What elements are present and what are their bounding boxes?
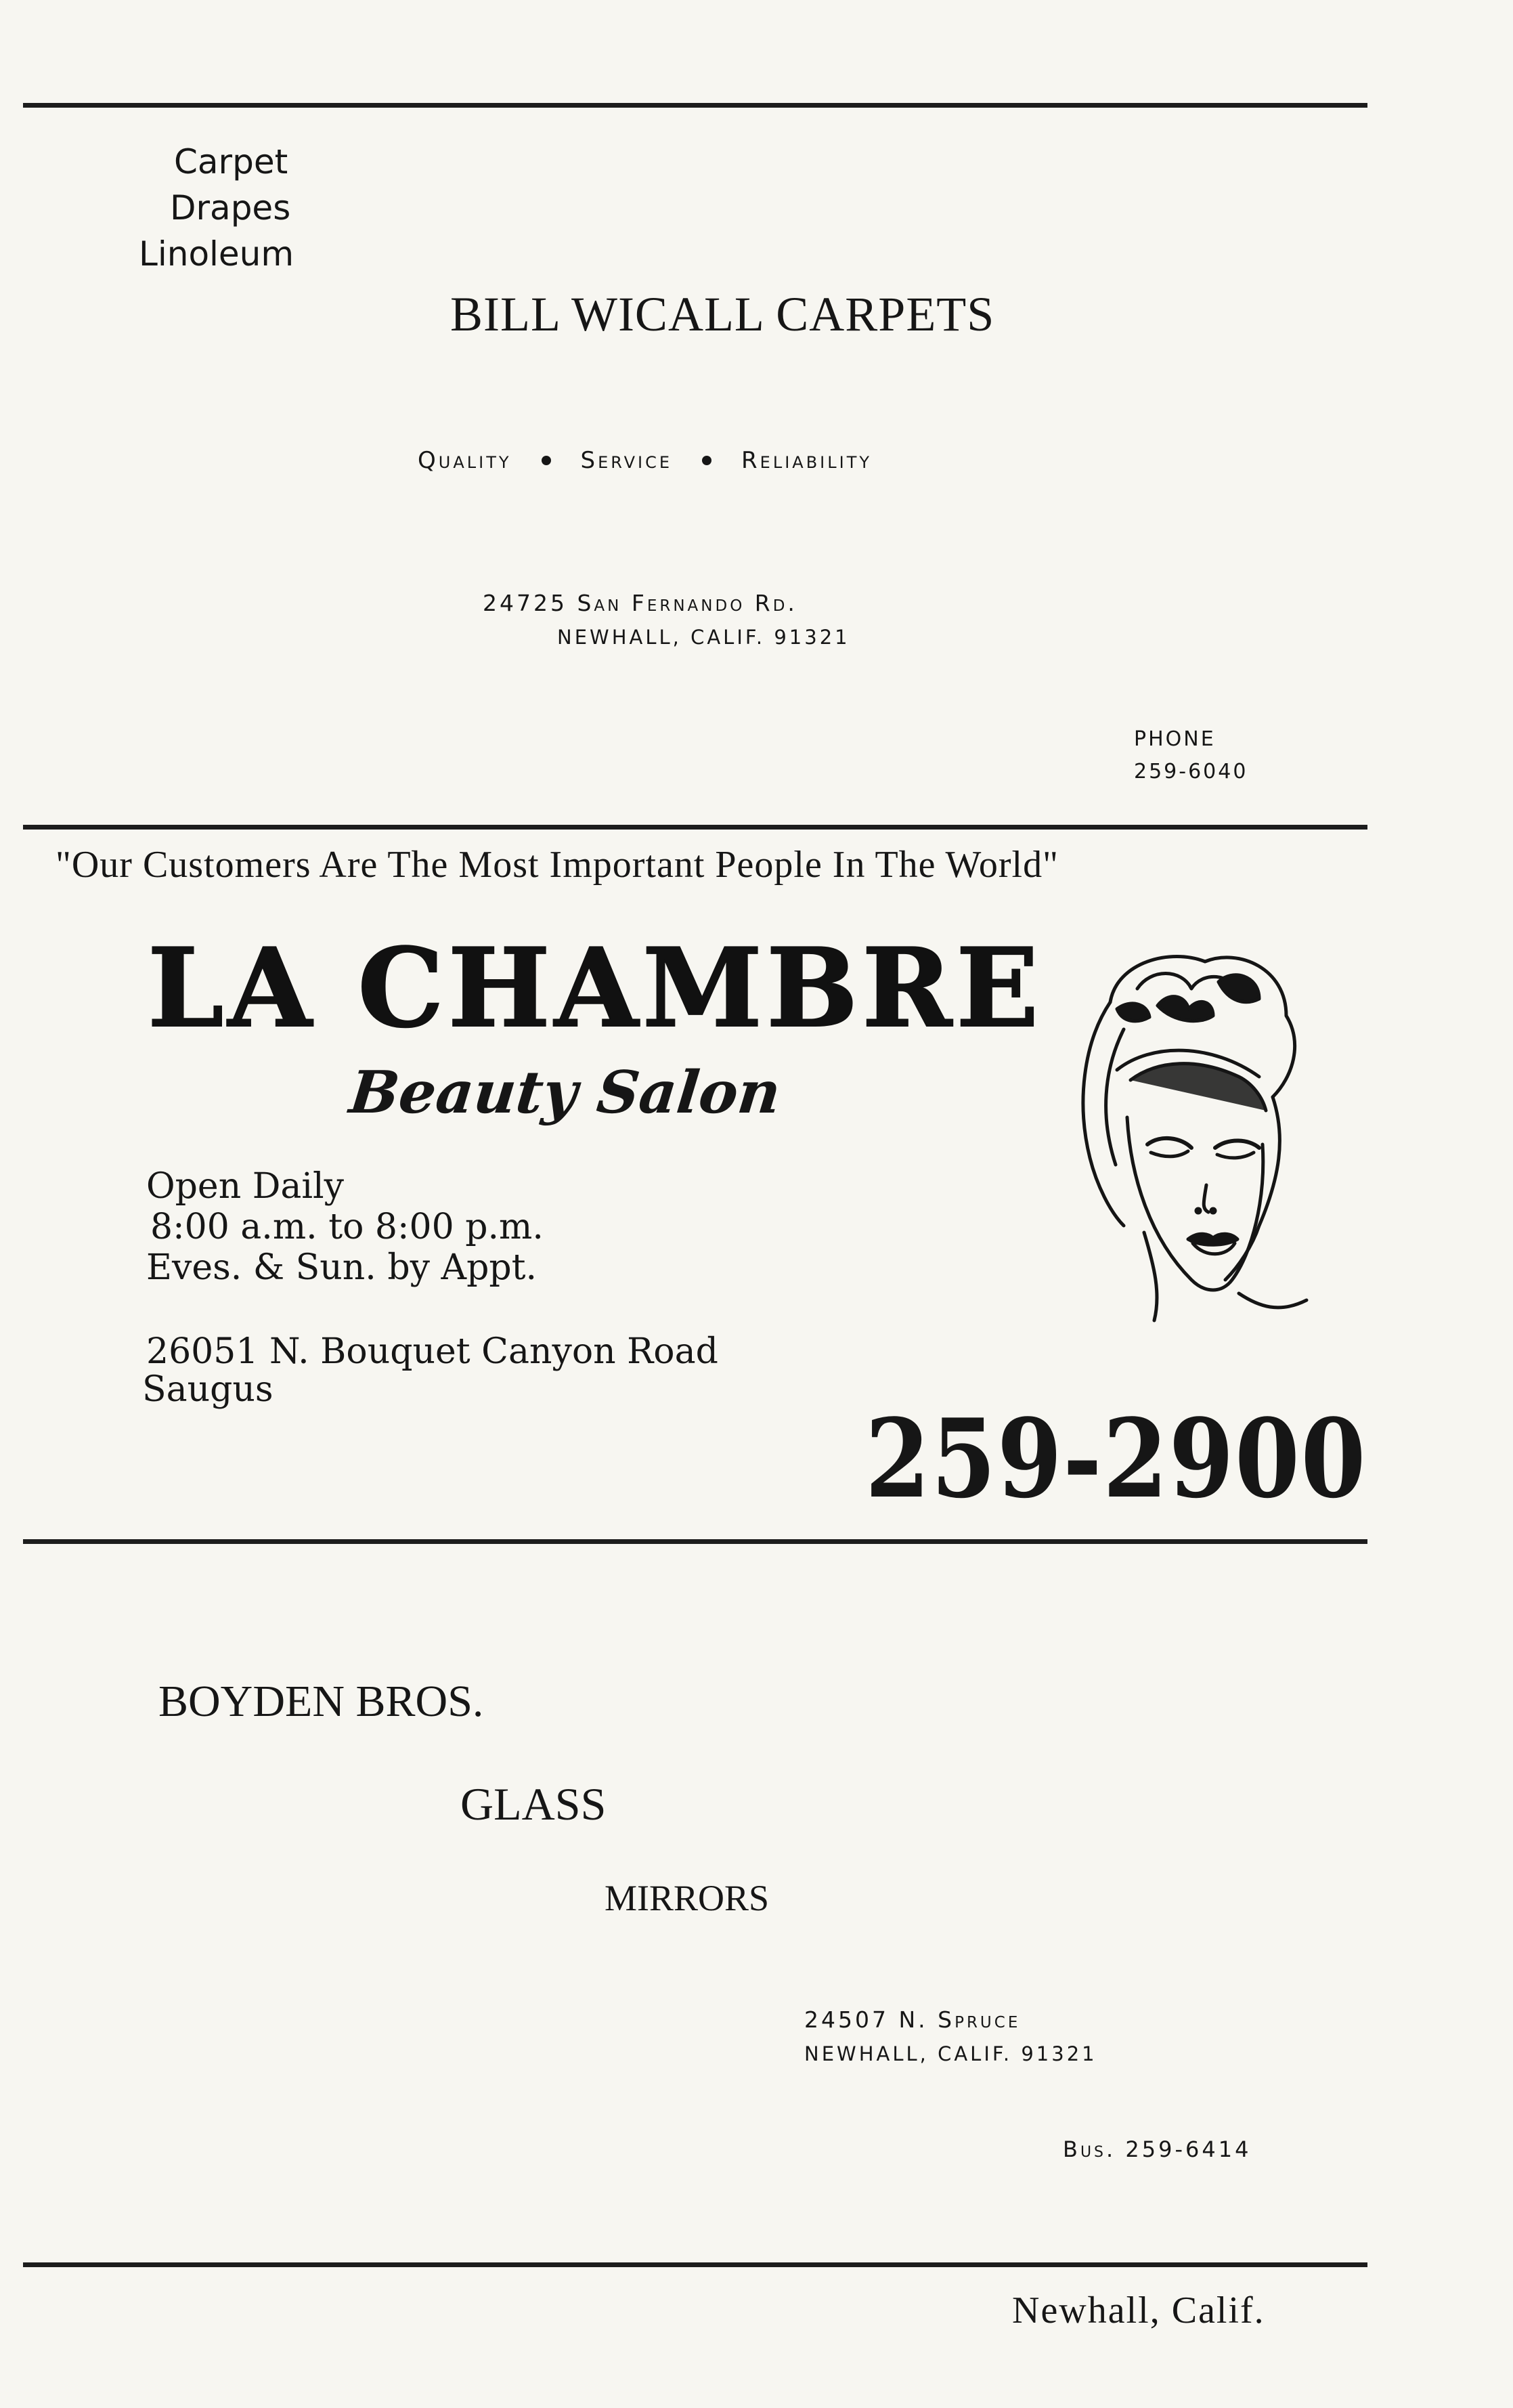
slogan: "Our Customers Are The Most Important People In The World" [56, 844, 1059, 886]
address-line: NEWHALL, CALIF. 91321 [804, 2042, 1097, 2065]
address-line: Saugus [142, 1369, 273, 1410]
address [804, 2003, 1097, 2071]
phone-label: PHONE [1134, 727, 1216, 751]
phone-number: 259-6040 [1134, 760, 1248, 783]
business-name: BOYDEN BROS. [158, 1677, 484, 1726]
hours-line: Open Daily [146, 1166, 345, 1207]
bottom-divider [23, 2262, 1367, 2267]
product-list [139, 139, 294, 277]
tagline-item: Quality [418, 447, 512, 474]
divider-1 [23, 825, 1367, 830]
business-name: LA CHAMBRE [148, 924, 1043, 1052]
hours [146, 1166, 544, 1288]
footer-city: Newhall, Calif. [1012, 2289, 1265, 2331]
business-name: BILL WICALL CARPETS [450, 287, 995, 341]
hours-line: Eves. & Sun. by Appt. [146, 1247, 538, 1288]
product-item: Carpet [174, 142, 288, 181]
bullet-icon [702, 456, 711, 465]
address-line: 26051 N. Bouquet Canyon Road [146, 1331, 718, 1372]
product-item: Linoleum [139, 234, 294, 274]
tagline [418, 447, 872, 474]
phone-number: Bus. 259-6414 [1063, 2136, 1252, 2162]
divider-2 [23, 1539, 1367, 1544]
business-subtitle: Beauty Salon [346, 1058, 784, 1127]
tagline-item: Service [580, 447, 673, 474]
address-line: 24725 San Fernando Rd. [483, 590, 797, 616]
product-line: MIRRORS [605, 1878, 770, 1918]
product-line: GLASS [460, 1778, 607, 1830]
address-line: NEWHALL, CALIF. 91321 [557, 626, 850, 649]
address [142, 1331, 718, 1410]
phone-number: 259-2900 [865, 1395, 1367, 1522]
woman-portrait-icon [1036, 941, 1327, 1348]
address [483, 586, 850, 654]
tagline-item: Reliability [741, 447, 873, 474]
top-divider [23, 103, 1367, 108]
product-item: Drapes [170, 188, 291, 228]
bullet-icon [542, 456, 551, 465]
phone-block [1134, 723, 1248, 788]
hours-line: 8:00 a.m. to 8:00 p.m. [150, 1207, 544, 1247]
address-line: 24507 N. Spruce [804, 2006, 1021, 2033]
